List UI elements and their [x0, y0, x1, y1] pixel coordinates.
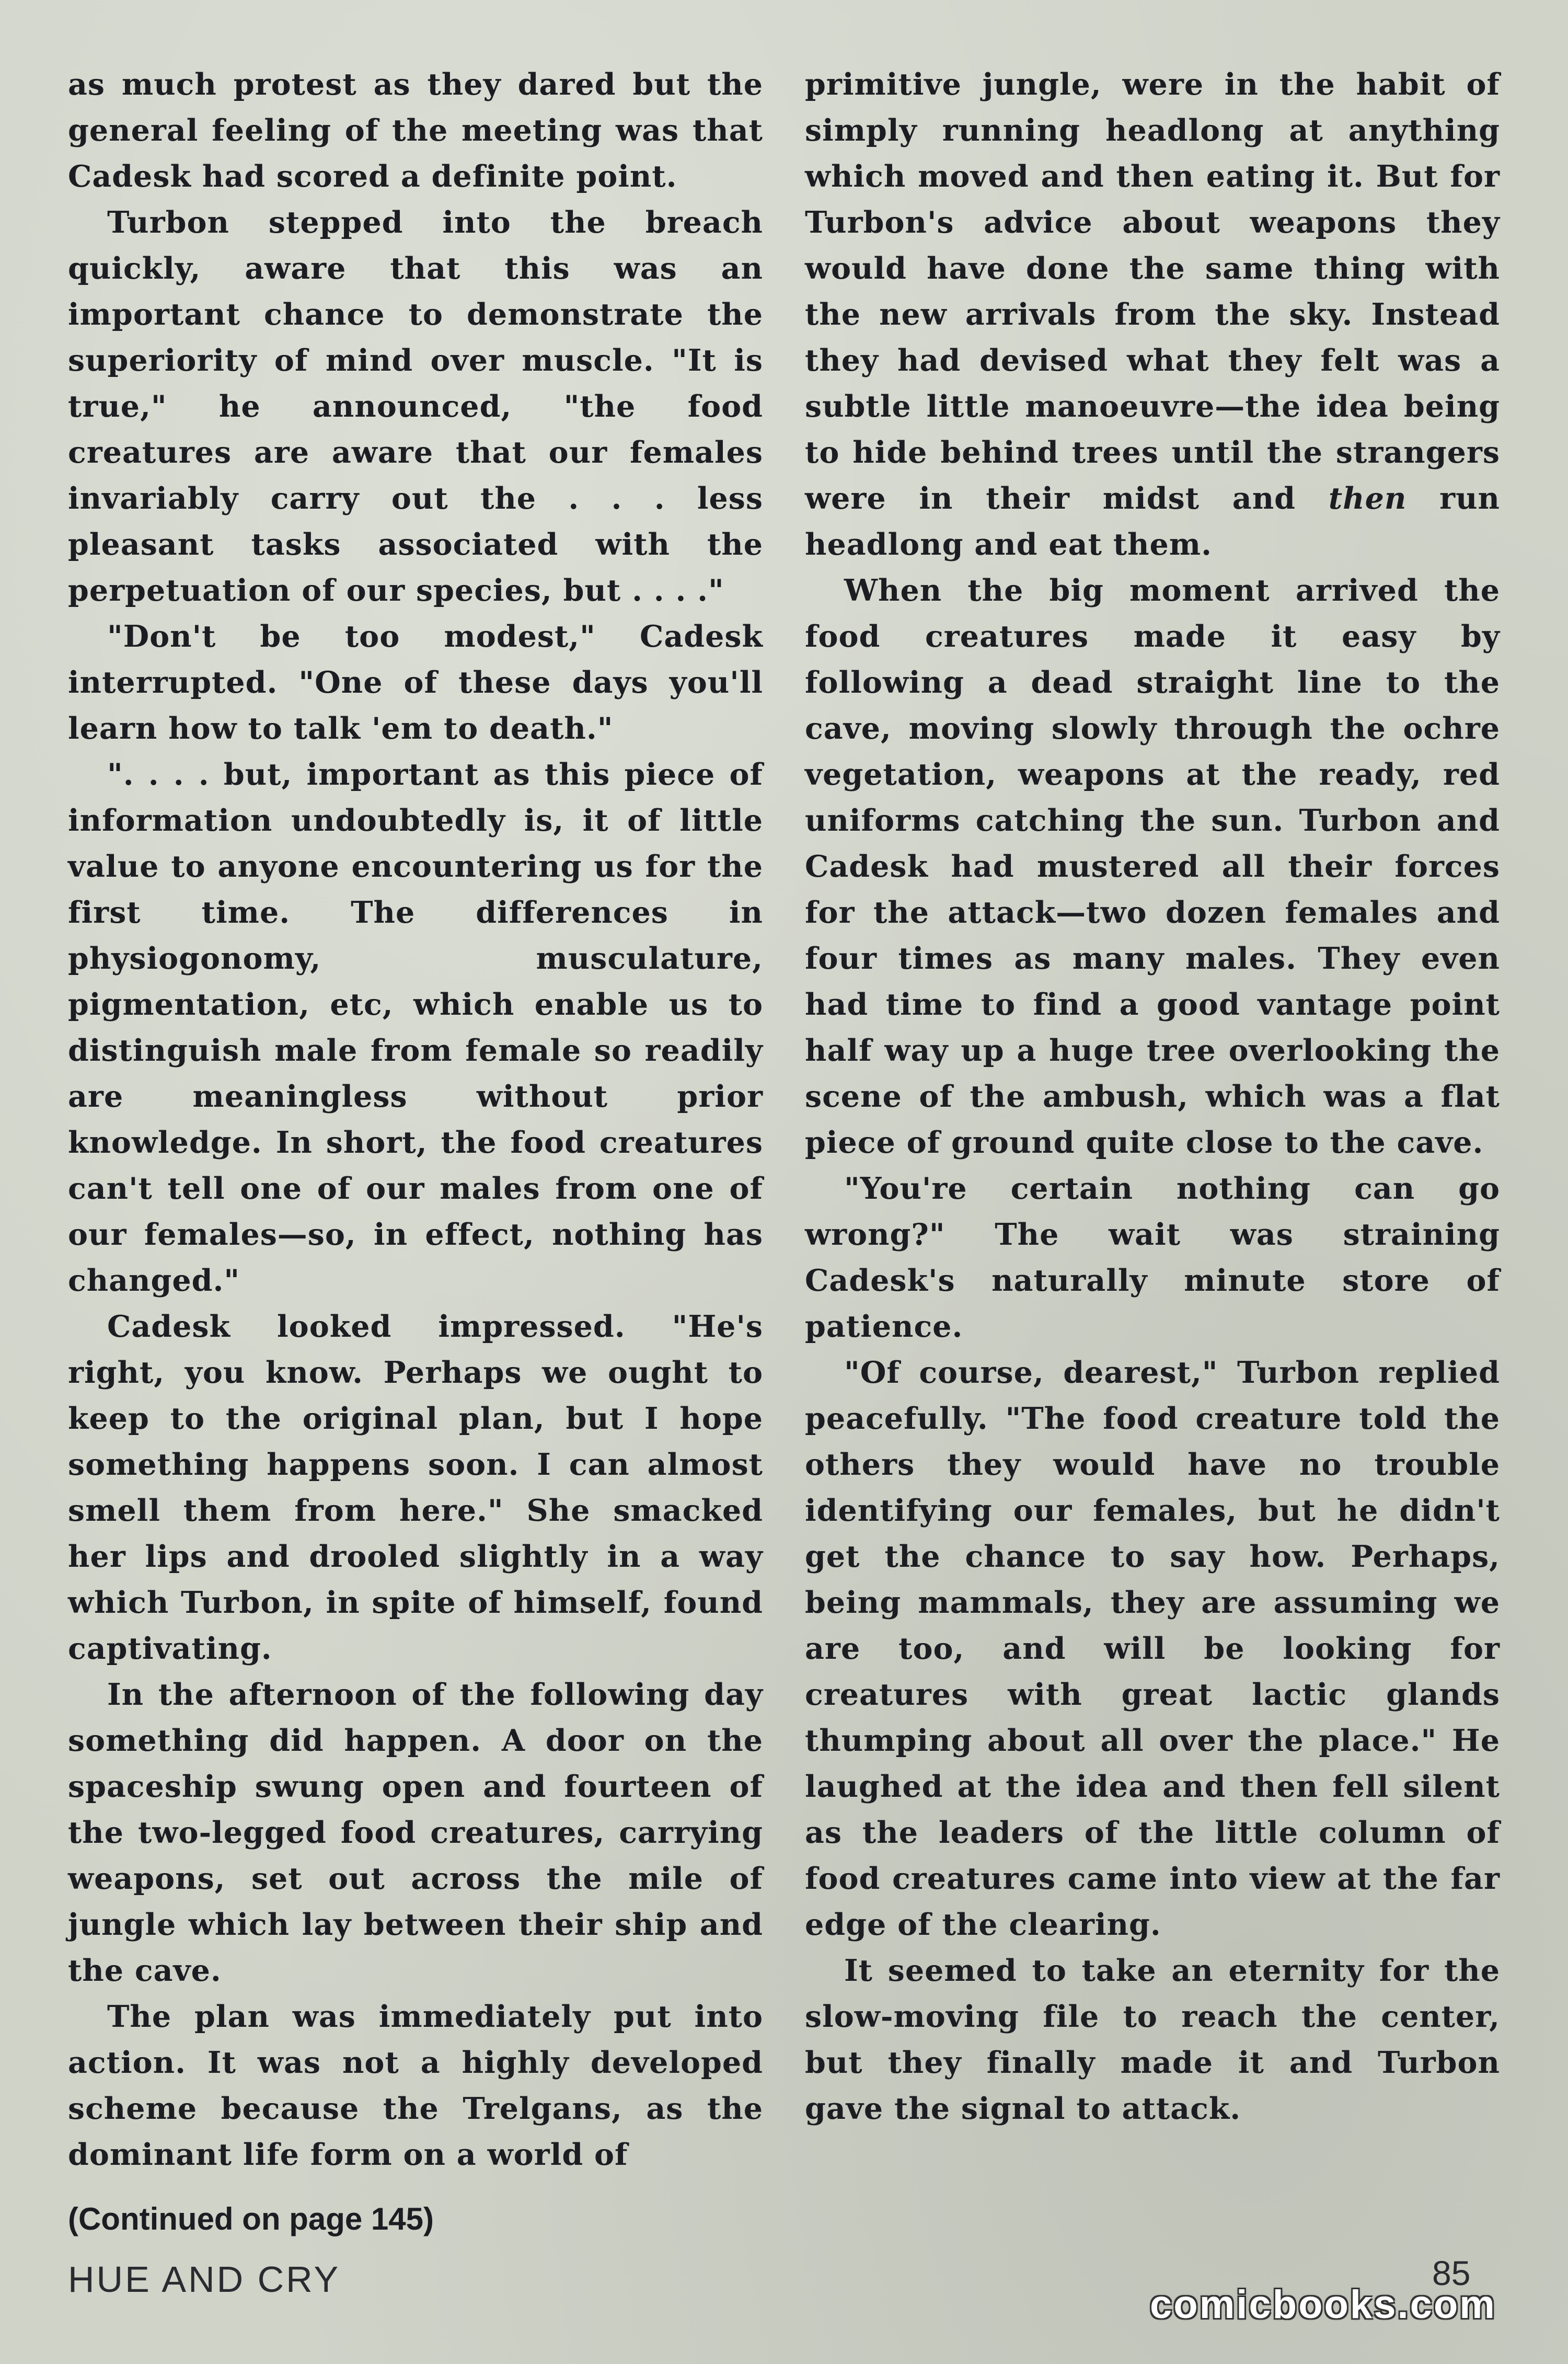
continued-notice: (Continued on page 145)	[68, 2201, 434, 2236]
paragraph: The plan was immediately put into action. It was not a highly developed scheme because the Trelgans, as the dominant life form on a world of	[68, 1999, 763, 2172]
left-text-column	[68, 62, 763, 2178]
paragraph: "You're certain nothing can go wrong?" The wait was straining Cadesk's naturally minute store of patience.	[805, 1171, 1500, 1344]
paragraph: In the afternoon of the following day something did happen. A door on the spaceship swung open and fourteen of the two-legged food creatures, carrying weapons, set out across the mile of jungle which lay between their ship and the cave.	[68, 1677, 763, 1988]
watermark: comicbooks.com	[1150, 2282, 1496, 2327]
paragraph: When the big moment arrived the food creatures made it easy by following a dead straight line to the cave, moving slowly through the ochre vegetation, weapons at the ready, red uniforms catching the sun. Turbon and Cadesk had mustered all their forces for the attack—two dozen females and four times as many males. They even had time to find a good vantage point half way up a huge tree overlooking the scene of the ambush, which was a flat piece of ground quite close to the cave.	[805, 573, 1500, 1160]
page-number: 85	[1432, 2254, 1471, 2292]
emphasized-word: then	[1328, 481, 1407, 516]
paragraph: "Of course, dearest," Turbon replied peacefully. "The food creature told the others they would have no trouble identifying our females, but he didn't get the chance to say how. Perhaps, being mammals, they are assuming we are too, and will be looking for creatures with great lactic glands thumping about all over the place." He laughed at the idea and then fell silent as the leaders of the little column of food creatures came into view at the far edge of the clearing.	[805, 1355, 1500, 1942]
paragraph-text: run headlong and eat them.	[805, 481, 1500, 562]
paragraph: as much protest as they dared but the general feeling of the meeting was that Cadesk had scored a definite point.	[68, 67, 763, 194]
paragraph: Cadesk looked impressed. "He's right, you know. Perhaps we ought to keep to the original plan, but I hope something happens soon. I can almost smell them from here." She smacked her lips and drooled slightly in a way which Turbon, in spite of himself, found captivating.	[68, 1309, 763, 1666]
running-head: HUE AND CRY	[68, 2259, 341, 2300]
paragraph	[805, 62, 1500, 568]
paragraph: "Don't be too modest," Cadesk interrupted. "One of these days you'll learn how to talk 'em to death."	[68, 619, 763, 746]
paragraph: ". . . . but, important as this piece of information undoubtedly is, it of little value to anyone encountering us for the first time. The differences in physiogonomy, musculature, pigmentation, etc, which enable us to distinguish male from female so readily are meaningless without prior knowledge. In short, the food creatures can't tell one of our males from one of our females—so, in effect, nothing has changed."	[68, 757, 763, 1298]
paragraph: Turbon stepped into the breach quickly, aware that this was an important chance to demonstrate the superiority of mind over muscle. "It is true," he announced, "the food creatures are aware that our females invariably carry out the . . . less pleasant tasks associated with the perpetuation of our species, but . . . ."	[68, 205, 763, 608]
paragraph-text: primitive jungle, were in the habit of simply running headlong at anything which moved and then eating it. But for Turbon's advice about weapons they would have done the same thing with the new arrivals from the sky. Instead they had devised what they felt was a subtle little manoeuvre—the idea being to hide behind trees until the strangers were in their midst and	[805, 67, 1500, 516]
right-text-column	[805, 62, 1500, 2132]
paragraph: It seemed to take an eternity for the slow-moving file to reach the center, but they finally made it and Turbon gave the signal to attack.	[805, 1953, 1500, 2126]
